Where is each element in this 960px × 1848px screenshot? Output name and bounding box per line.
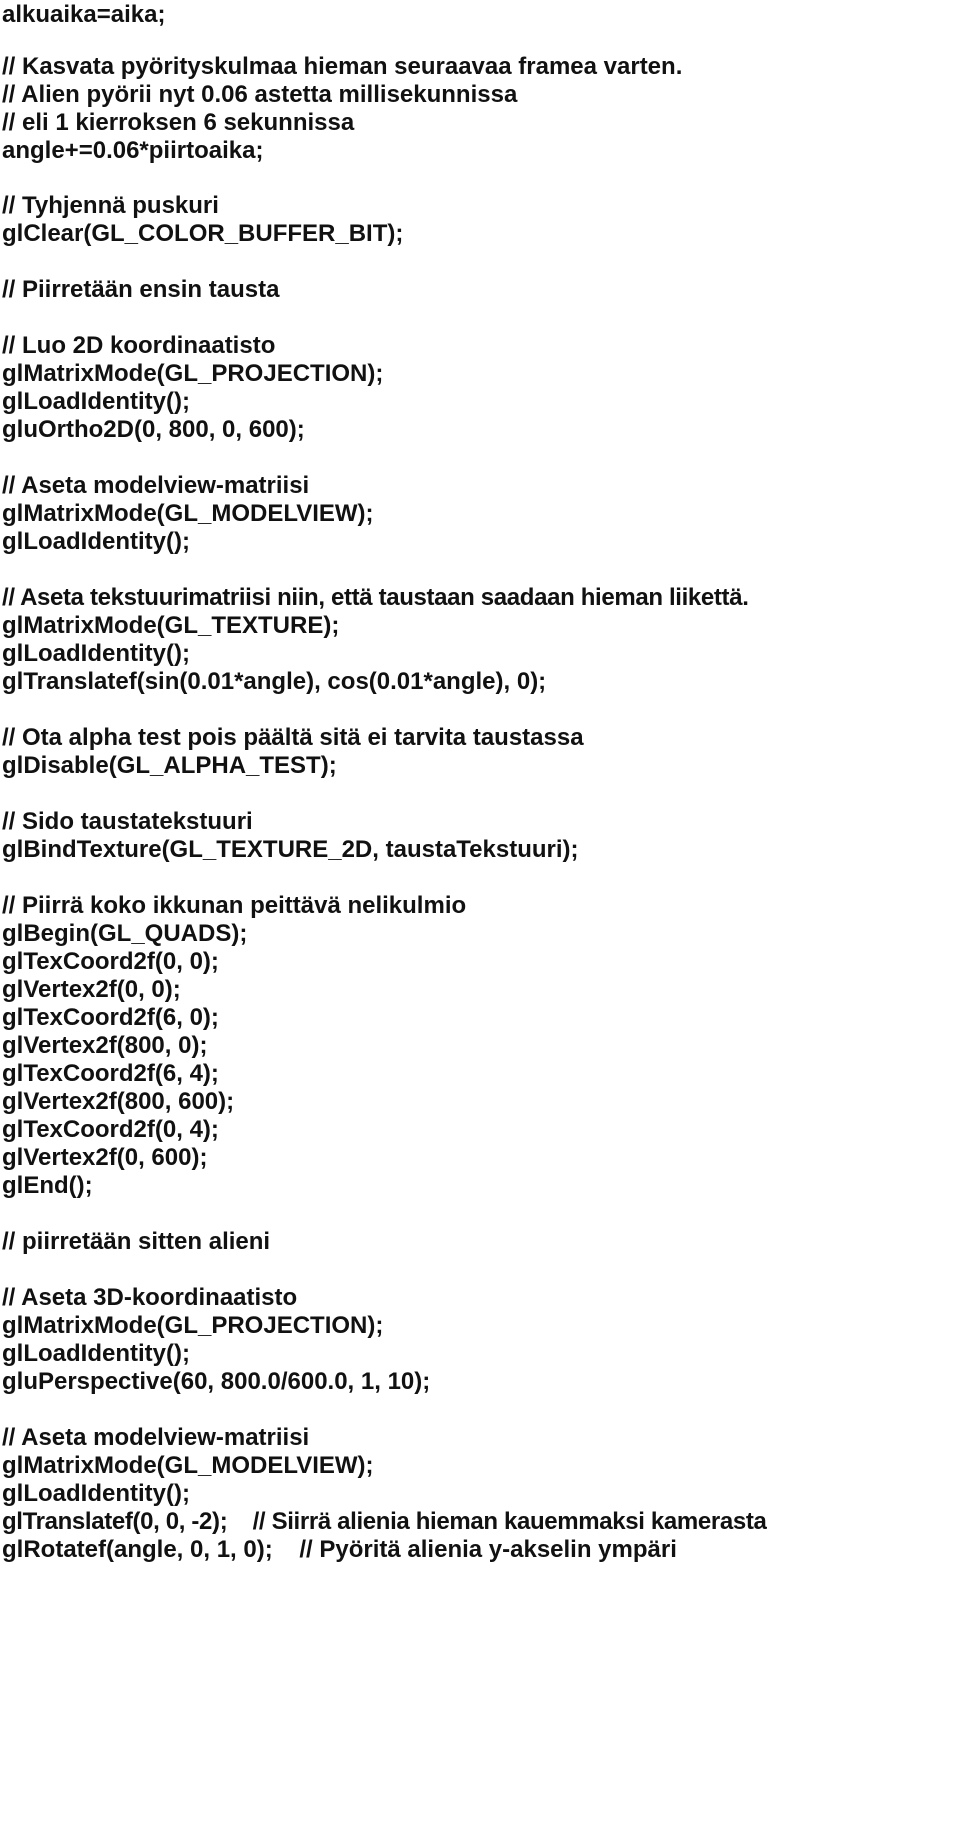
code-line: glTranslatef(0, 0, -2); // Siirrä alienia hieman kauemmaksi kamerasta [2,1508,767,1535]
code-line: alkuaika=aika; [2,1,166,28]
code-line: glVertex2f(800, 0); [2,1032,208,1059]
code-line: glClear(GL_COLOR_BUFFER_BIT); [2,220,404,247]
code-line: glRotatef(angle, 0, 1, 0); // Pyöritä alienia y-akselin ympäri [2,1536,677,1563]
code-line: glTranslatef(sin(0.01*angle), cos(0.01*angle), 0); [2,668,547,695]
code-line: glLoadIdentity(); [2,1480,190,1507]
code-line: // Tyhjennä puskuri [2,192,219,219]
code-line: gluOrtho2D(0, 800, 0, 600); [2,416,305,443]
code-line: // eli 1 kierroksen 6 sekunnissa [2,109,355,136]
code-line: glLoadIdentity(); [2,1340,190,1367]
code-line: // Aseta modelview-matriisi [2,472,310,499]
code-line: // Piirrä koko ikkunan peittävä nelikulmio [2,892,467,919]
code-line: glMatrixMode(GL_MODELVIEW); [2,500,374,527]
code-line: // Sido taustatekstuuri [2,808,253,835]
code-line: // Kasvata pyörityskulmaa hieman seuraavaa framea varten. [2,53,683,80]
code-line: glLoadIdentity(); [2,388,190,415]
code-line: // piirretään sitten alieni [2,1228,271,1255]
code-line: glMatrixMode(GL_TEXTURE); [2,612,340,639]
code-line: // Aseta 3D-koordinaatisto [2,1284,298,1311]
code-line: angle+=0.06*piirtoaika; [2,137,264,164]
code-line: glLoadIdentity(); [2,640,190,667]
code-line: glDisable(GL_ALPHA_TEST); [2,752,337,779]
code-line: glMatrixMode(GL_PROJECTION); [2,360,384,387]
code-line: glEnd(); [2,1172,93,1199]
code-line: // Aseta tekstuurimatriisi niin, että taustaan saadaan hieman liikettä. [2,584,749,611]
code-line: // Ota alpha test pois päältä sitä ei tarvita taustassa [2,724,584,751]
code-line: glBegin(GL_QUADS); [2,920,248,947]
code-line: glMatrixMode(GL_PROJECTION); [2,1312,384,1339]
code-line: // Alien pyörii nyt 0.06 astetta millisekunnissa [2,81,518,108]
code-line: // Aseta modelview-matriisi [2,1424,310,1451]
code-line: glLoadIdentity(); [2,528,190,555]
code-line: glTexCoord2f(0, 0); [2,948,219,975]
code-line: glTexCoord2f(6, 0); [2,1004,219,1031]
code-line: glVertex2f(800, 600); [2,1088,235,1115]
code-line: glTexCoord2f(6, 4); [2,1060,219,1087]
code-line: glVertex2f(0, 0); [2,976,181,1003]
code-line: glTexCoord2f(0, 4); [2,1116,219,1143]
code-line: // Luo 2D koordinaatisto [2,332,276,359]
code-line: glBindTexture(GL_TEXTURE_2D, taustaTekstuuri); [2,836,579,863]
code-line: gluPerspective(60, 800.0/600.0, 1, 10); [2,1368,431,1395]
code-line: glVertex2f(0, 600); [2,1144,208,1171]
code-line: glMatrixMode(GL_MODELVIEW); [2,1452,374,1479]
code-line: // Piirretään ensin tausta [2,276,280,303]
